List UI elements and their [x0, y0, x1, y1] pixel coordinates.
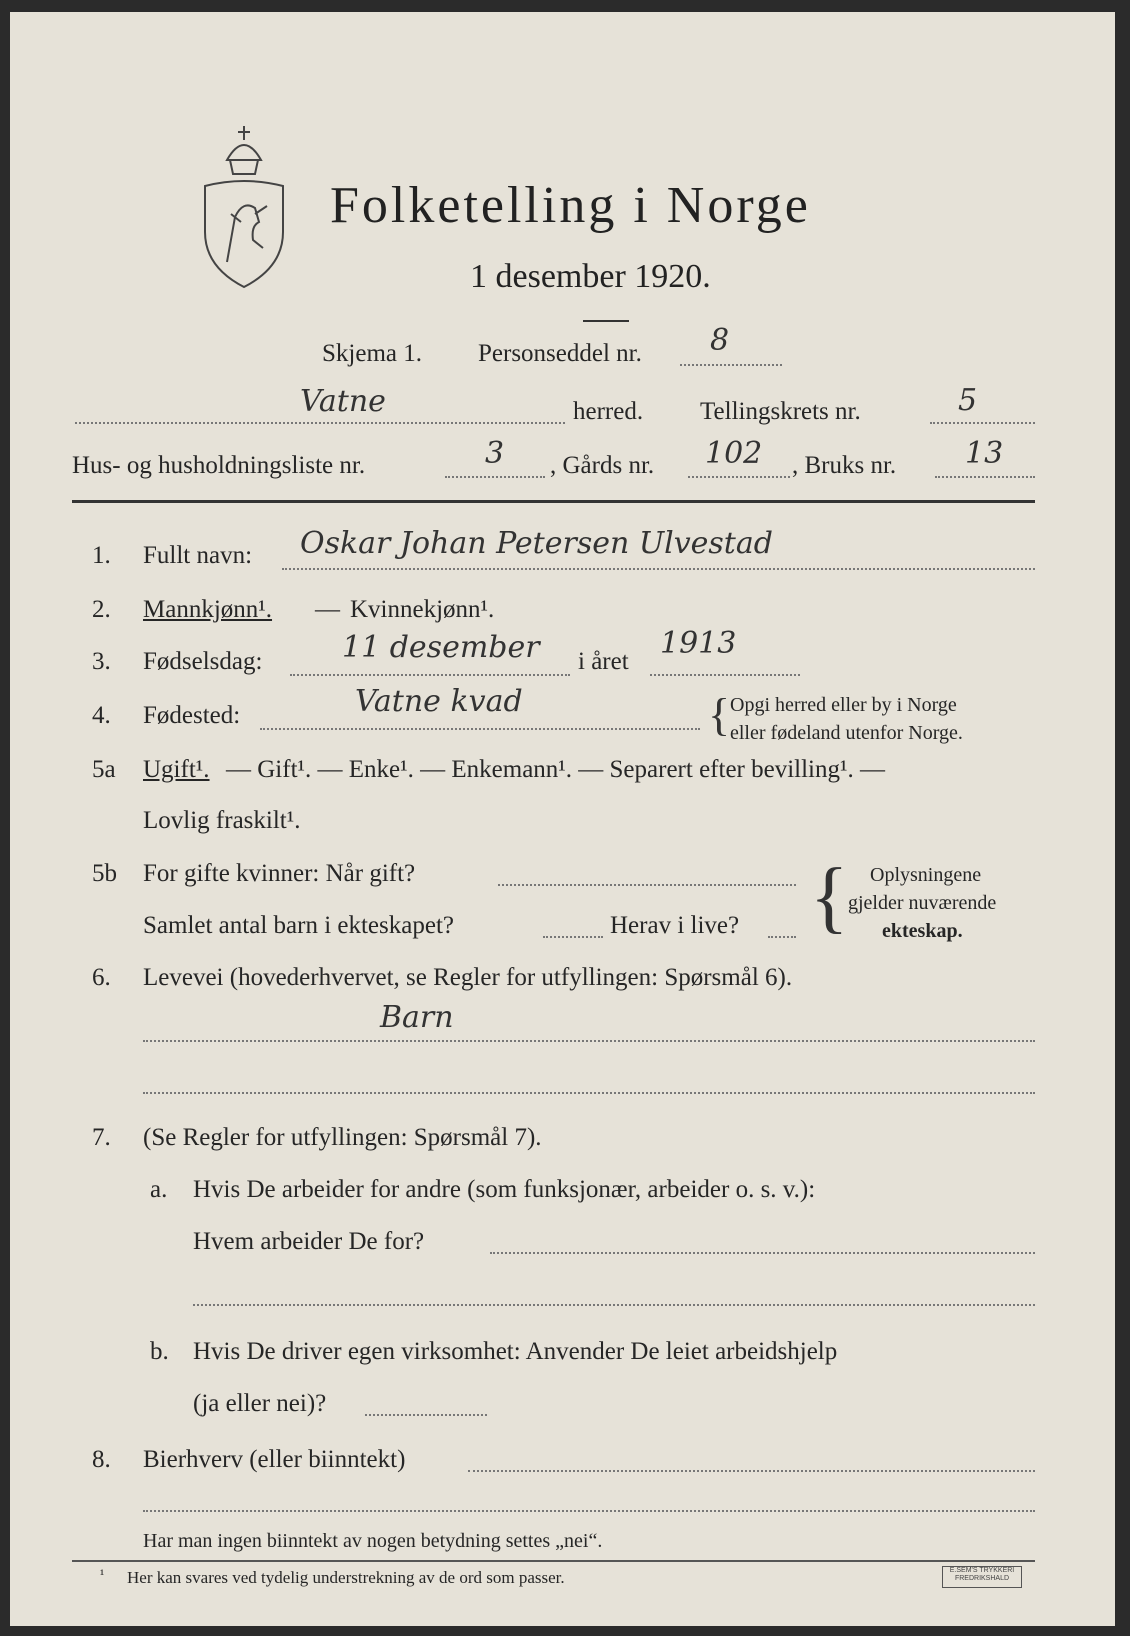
female-option[interactable]: Kvinnekjønn¹. — [350, 596, 495, 623]
personseddel-label: Personseddel nr. — [478, 340, 642, 367]
printer-stamp: E.SEM'S TRYKKERI FREDRIKSHALD — [942, 1566, 1022, 1588]
year-label: i året — [578, 648, 629, 675]
birthplace-field[interactable] — [260, 728, 700, 730]
gards-value: 102 — [705, 436, 763, 471]
q7a-letter: a. — [150, 1176, 168, 1203]
hired-help-field[interactable] — [365, 1414, 487, 1416]
form-date: 1 desember 1920. — [470, 258, 711, 295]
q5b-note-1: Oplysningene — [870, 864, 982, 886]
marital-options[interactable]: — Gift¹. — Enke¹. — Enkemann¹. — Separert efter bevilling¹. — — [226, 756, 885, 783]
side-income-note: Har man ingen biinntekt av nogen betydning settes „nei“. — [143, 1530, 603, 1552]
q3-label: Fødselsdag: — [143, 648, 263, 675]
q5b-note-3: ekteskap. — [882, 920, 963, 942]
footnote-mark: ¹ — [100, 1568, 105, 1583]
form-title: Folketelling i Norge — [330, 177, 811, 234]
bruks-field[interactable] — [935, 476, 1035, 478]
personseddel-value: 8 — [710, 323, 730, 358]
birthday-field[interactable] — [290, 674, 570, 676]
norwegian-coat-of-arms-icon — [197, 122, 291, 292]
gards-field[interactable] — [688, 476, 790, 478]
q7-label: (Se Regler for utfyllingen: Spørsmål 7). — [143, 1124, 542, 1151]
q2-separator: — — [315, 596, 340, 623]
skjema-label: Skjema 1. — [322, 340, 422, 367]
birth-year-field[interactable] — [650, 674, 800, 676]
q1-label: Fullt navn: — [143, 542, 253, 569]
personseddel-field[interactable] — [680, 364, 782, 366]
bruks-value: 13 — [965, 436, 1004, 471]
occupation-field[interactable] — [143, 1040, 1035, 1042]
q6-number: 6. — [92, 964, 111, 991]
husliste-label: Hus- og husholdningsliste nr. — [72, 452, 366, 479]
footnote-text: Her kan svares ved tydelig understrekning av de ord som passer. — [127, 1568, 565, 1587]
divider — [583, 320, 629, 322]
q8-number: 8. — [92, 1446, 111, 1473]
q4-note-2: eller fødeland utenfor Norge. — [730, 722, 963, 744]
tellingskrets-label: Tellingskrets nr. — [700, 398, 861, 425]
q5a-number: 5a — [92, 756, 116, 783]
herred-label: herred. — [573, 398, 644, 425]
q5b-married-label: For gifte kvinner: Når gift? — [143, 860, 416, 887]
q7a-line2: Hvem arbeider De for? — [193, 1228, 425, 1255]
q4-note-1: Opgi herred eller by i Norge — [730, 694, 957, 716]
herred-field[interactable] — [75, 422, 565, 424]
q4-number: 4. — [92, 702, 111, 729]
employer-field[interactable] — [490, 1252, 1035, 1254]
q8-label: Bierhverv (eller biinntekt) — [143, 1446, 406, 1473]
q7-number: 7. — [92, 1124, 111, 1151]
occupation-field-2[interactable] — [143, 1092, 1035, 1094]
q5b-children-label: Samlet antal barn i ekteskapet? — [143, 912, 454, 939]
gards-label: , Gårds nr. — [550, 452, 655, 479]
q4-label: Fødested: — [143, 702, 241, 729]
q7a-line1: Hvis De arbeider for andre (som funksjonær, arbeider o. s. v.): — [193, 1176, 816, 1203]
ugift-option[interactable]: Ugift¹. — [143, 756, 210, 783]
children-count-field[interactable] — [543, 936, 603, 938]
fraskilt-option[interactable]: Lovlig fraskilt¹. — [143, 807, 301, 834]
herred-value: Vatne — [300, 384, 386, 419]
full-name-field[interactable] — [282, 568, 1035, 570]
birthplace-value: Vatne kvad — [355, 684, 523, 719]
occupation-value: Barn — [380, 1000, 454, 1035]
q5b-living-label: Herav i live? — [610, 912, 740, 939]
q7b-line2: (ja eller nei)? — [193, 1390, 327, 1417]
full-name-value: Oskar Johan Petersen Ulvestad — [300, 526, 773, 561]
brace-icon-2: { — [810, 853, 849, 941]
husliste-field[interactable] — [445, 476, 545, 478]
birth-year-value: 1913 — [660, 626, 737, 661]
tellingskrets-value: 5 — [958, 383, 978, 418]
footnote-divider — [72, 1560, 1035, 1562]
children-living-field[interactable] — [768, 936, 796, 938]
q6-label: Levevei (hovederhvervet, se Regler for utfyllingen: Spørsmål 6). — [143, 964, 793, 991]
brace-icon: { — [708, 689, 731, 740]
q5b-note-2: gjelder nuværende — [848, 892, 997, 914]
tellingskrets-field[interactable] — [930, 422, 1035, 424]
male-option[interactable]: Mannkjønn¹. — [143, 596, 273, 623]
side-income-field-2[interactable] — [143, 1510, 1035, 1512]
side-income-field[interactable] — [468, 1470, 1035, 1472]
q1-number: 1. — [92, 542, 111, 569]
married-date-field[interactable] — [498, 884, 796, 886]
q7b-line1: Hvis De driver egen virksomhet: Anvender De leiet arbeidshjelp — [193, 1338, 838, 1365]
q3-number: 3. — [92, 648, 111, 675]
q7b-letter: b. — [150, 1338, 169, 1365]
employer-field-2[interactable] — [193, 1304, 1035, 1306]
q2-number: 2. — [92, 596, 111, 623]
husliste-value: 3 — [485, 436, 505, 471]
q5b-number: 5b — [92, 860, 117, 887]
birthday-value: 11 desember — [342, 630, 540, 665]
header-divider — [72, 500, 1035, 503]
bruks-label: , Bruks nr. — [792, 452, 897, 479]
